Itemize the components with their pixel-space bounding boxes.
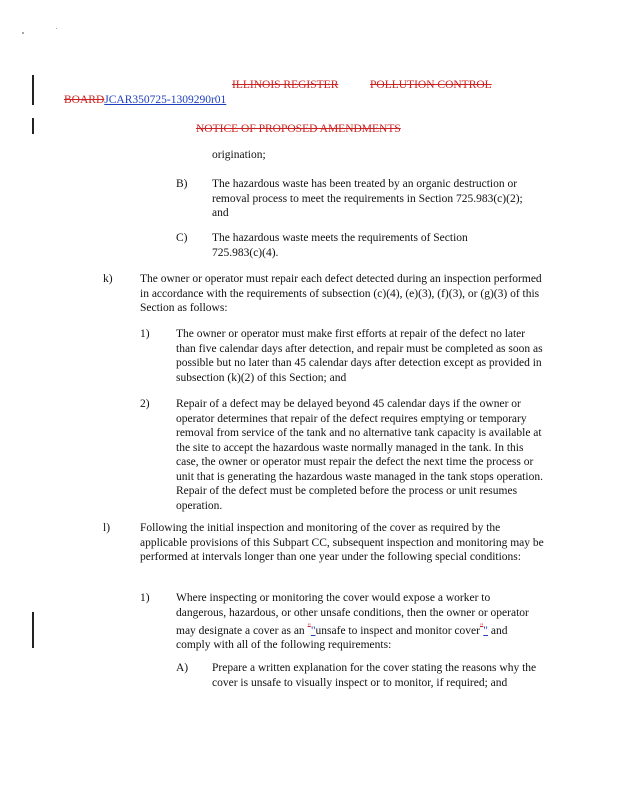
new-open-quote: " [310, 624, 316, 637]
origination-text: origination; [212, 149, 266, 161]
k2-text: Repair of a defect may be delayed beyond 45 calendar days if the owner or operator determines that repair of the defect requires emptying or temporary removal from service of the tank and no alternative tank capacity is available at the site to accept the hazardous waste normally managed in the tank. In this case, the owner or operator must repair the defect the next time the process or unit that is generating the hazardous waste managed in the tank stops operation. Repair of the defect must be completed before the process or unit resumes operation. [176, 398, 543, 512]
item-a-label: A) [176, 662, 189, 674]
subsection-k-text: The owner or operator must repair each defect detected during an inspection performed in accordance with the requirements of subsection (c)(4), (e)(3), (f)(3), or (g)(3) of this Section as follows: [140, 273, 542, 314]
change-bar [32, 118, 34, 134]
k1-text: The owner or operator must make first efforts at repair of the defect no later than five calendar days after detection, and repair must be completed as soon as possible but no later than 45 calendar days after detection except as provided in subsection (k)(2) of this Section; and [176, 328, 543, 384]
l1-label: 1) [140, 592, 150, 604]
old-close-quote: " [480, 622, 484, 631]
item-c-text: The hazardous waste meets the requirements of Section 725.983(c)(4). [212, 232, 468, 259]
k2-label: 2) [140, 398, 150, 410]
new-close-quote: " [483, 624, 488, 637]
item-a-text: Prepare a written explanation for the cover stating the reasons why the cover is unsafe to visually inspect or to monitor, if required; and [212, 662, 537, 689]
speck [56, 28, 57, 29]
change-bar [32, 612, 34, 648]
item-b-label: B) [176, 178, 188, 190]
speck [22, 32, 24, 34]
register-title: ILLINOIS REGISTER [232, 79, 339, 91]
change-bar [32, 75, 34, 105]
l1-text: Where inspecting or monitoring the cover would expose a worker to dangerous, hazardous, or other unsafe conditions, then the owner or operator may designate a cover as an ""unsafe to inspect and monitor cover"" and comply with all of the following requirements: [176, 592, 529, 652]
notice-title: NOTICE OF PROPOSED AMENDMENTS [196, 123, 401, 135]
subsection-l-text: Following the initial inspection and monitoring of the cover as required by the applicable provisions of this Subpart CC, subsequent inspection and monitoring may be performed at intervals longer than one year under the following special conditions: [140, 522, 544, 563]
board-strike-line1: POLLUTION CONTROL [370, 79, 492, 91]
register-header [232, 78, 338, 93]
k1-label: 1) [140, 328, 150, 340]
jcar-code: JCAR350725-1309290r01 [104, 94, 227, 106]
item-c-label: C) [176, 232, 188, 244]
subsection-k-label: k) [103, 273, 113, 285]
subsection-l-label: l) [103, 522, 111, 534]
board-strike-line2: BOARD [64, 94, 105, 106]
old-open-quote: " [307, 622, 311, 631]
item-b-text: The hazardous waste has been treated by an organic destruction or removal process to meet the requirements in Section 725.983(c)(2); and [212, 178, 523, 219]
